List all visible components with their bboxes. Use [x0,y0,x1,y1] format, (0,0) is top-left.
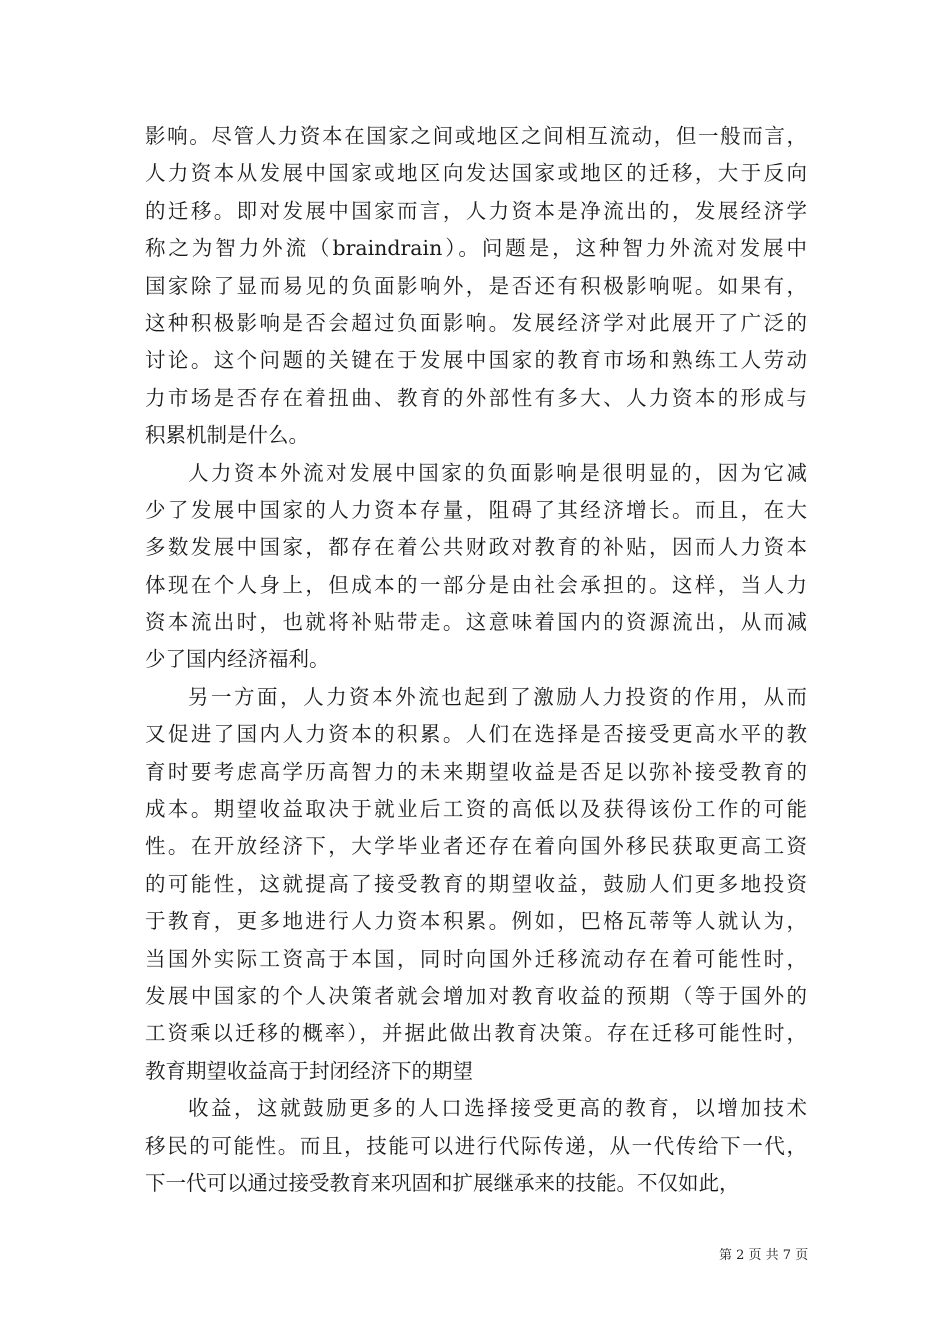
text-line: 少了发展中国家的人力资本存量，阻碍了其经济增长。而且，在大 [145,497,807,522]
text-line: 多数发展中国家，都存在着公共财政对教育的补贴，因而人力资本 [145,535,807,560]
text-line: 当国外实际工资高于本国，同时向国外迁移流动存在着可能性时， [145,946,807,971]
text-line: 发展中国家的个人决策者就会增加对教育收益的预期（等于国外的 [145,983,807,1008]
page-number-footer: 第 2 页 共 7 页 [719,1248,809,1263]
paragraph [145,455,807,679]
text-line: 这种积极影响是否会超过负面影响。发展经济学对此展开了广泛的 [145,310,807,335]
text-line: 工资乘以迁移的概率），并据此做出教育决策。存在迁移可能性时， [145,1021,807,1046]
text-line: 人力资本从发展中国家或地区向发达国家或地区的迁移，大于反向 [145,161,807,186]
text-line: 于教育，更多地进行人力资本积累。例如，巴格瓦蒂等人就认为， [145,909,807,934]
paragraph [145,1090,807,1202]
text-line: 少了国内经济福利。 [145,647,330,672]
document-body [145,118,807,1202]
text-line: 国家除了显而易见的负面影响外，是否还有积极影响呢。如果有， [145,273,807,298]
text-line: 移民的可能性。而且，技能可以进行代际传递，从一代传给下一代， [145,1133,807,1158]
text-line: 称之为智力外流（braindrain）。问题是，这种智力外流对发展中 [145,236,807,261]
text-line: 收益，这就鼓励更多的人口选择接受更高的教育，以增加技术 [188,1096,807,1121]
paragraph [145,118,807,455]
text-line: 又促进了国内人力资本的积累。人们在选择是否接受更高水平的教 [145,722,807,747]
text-line: 的迁移。即对发展中国家而言，人力资本是净流出的，发展经济学 [145,198,807,223]
text-line: 下一代可以通过接受教育来巩固和扩展继承来的技能。不仅如此， [145,1170,740,1195]
text-line: 成本。期望收益取决于就业后工资的高低以及获得该份工作的可能 [145,797,807,822]
text-line: 教育期望收益高于封闭经济下的期望 [145,1058,473,1083]
text-line: 影响。尽管人力资本在国家之间或地区之间相互流动，但一般而言， [145,124,807,148]
text-line: 人力资本外流对发展中国家的负面影响是很明显的，因为它减 [188,460,807,485]
text-line: 资本流出时，也就将补贴带走。这意味着国内的资源流出，从而减 [145,610,807,635]
text-line: 力市场是否存在着扭曲、教育的外部性有多大、人力资本的形成与 [145,385,807,410]
text-line: 育时要考虑高学历高智力的未来期望收益是否足以弥补接受教育的 [145,759,807,784]
text-line: 讨论。这个问题的关键在于发展中国家的教育市场和熟练工人劳动 [145,348,807,373]
paragraph [145,679,807,1090]
text-line: 积累机制是什么。 [145,423,309,448]
text-line: 另一方面，人力资本外流也起到了激励人力投资的作用，从而 [188,684,807,709]
text-line: 的可能性，这就提高了接受教育的期望收益，鼓励人们更多地投资 [145,871,807,896]
text-line: 性。在开放经济下，大学毕业者还存在着向国外移民获取更高工资 [145,834,807,859]
text-line: 体现在个人身上，但成本的一部分是由社会承担的。这样，当人力 [145,572,807,597]
